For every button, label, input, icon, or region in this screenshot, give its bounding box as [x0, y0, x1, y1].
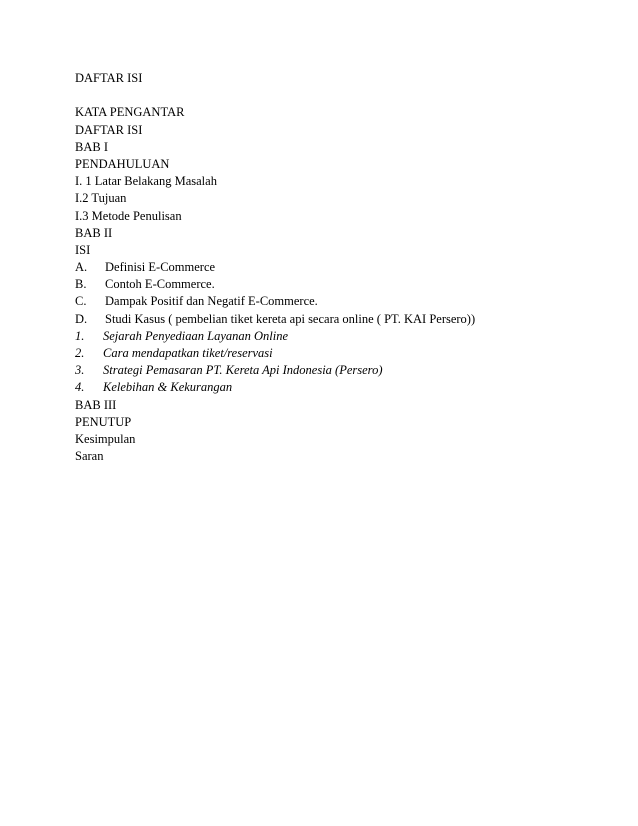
list-item-text: Contoh E-Commerce.	[105, 277, 215, 292]
toc-entry-kesimpulan: Kesimpulan	[75, 431, 136, 446]
toc-entry-cara-mendapatkan	[75, 345, 595, 362]
toc-entry-daftar-isi: DAFTAR ISI	[75, 122, 143, 137]
toc-entry-contoh	[75, 276, 595, 293]
page-title: DAFTAR ISI	[75, 71, 143, 85]
toc-entry-kata-pengantar: KATA PENGANTAR	[75, 105, 185, 120]
list-marker: A.	[75, 260, 88, 275]
table-of-contents	[75, 70, 595, 465]
list-item-text: Sejarah Penyediaan Layanan Online	[103, 328, 289, 343]
list-marker: 2.	[75, 346, 85, 360]
list-item-text: Cara mendapatkan tiket/reservasi	[103, 346, 273, 360]
list-marker: C.	[75, 294, 87, 309]
list-item-text: Kelebihan & Kekurangan	[103, 380, 233, 395]
list-marker: 4.	[75, 380, 85, 395]
bab-1-heading: BAB I	[75, 139, 108, 154]
blank-line	[75, 87, 595, 104]
list-marker: D.	[75, 311, 88, 326]
list-item-text: Dampak Positif dan Negatif E-Commerce.	[105, 294, 318, 309]
bab-3-heading: BAB III	[75, 397, 117, 412]
toc-entry-strategi	[75, 362, 595, 379]
toc-entry-saran: Saran	[75, 449, 104, 464]
bab-1-name: PENDAHULUAN	[75, 156, 170, 171]
toc-entry-latar-belakang: I. 1 Latar Belakang Masalah	[75, 174, 217, 189]
toc-entry-sejarah	[75, 328, 595, 345]
list-item-text: Definisi E-Commerce	[105, 260, 216, 275]
bab-2-heading: BAB II	[75, 225, 113, 240]
toc-entry-kelebihan	[75, 379, 595, 396]
list-item-text: Studi Kasus ( pembelian tiket kereta api secara online ( PT. KAI Persero))	[105, 311, 476, 326]
list-marker: 3.	[75, 363, 85, 378]
bab-2-name: ISI	[75, 242, 91, 257]
toc-entry-definisi	[75, 259, 595, 276]
toc-entry-tujuan: I.2 Tujuan	[75, 191, 127, 206]
toc-entry-dampak	[75, 293, 595, 310]
toc-entry-studi-kasus	[75, 311, 595, 328]
list-item-text: Strategi Pemasaran PT. Kereta Api Indonesia (Persero)	[103, 363, 383, 378]
toc-entry-metode-penulisan: I.3 Metode Penulisan	[75, 208, 182, 223]
list-marker: 1.	[75, 328, 85, 343]
list-marker: B.	[75, 277, 87, 292]
bab-3-name: PENUTUP	[75, 414, 132, 429]
